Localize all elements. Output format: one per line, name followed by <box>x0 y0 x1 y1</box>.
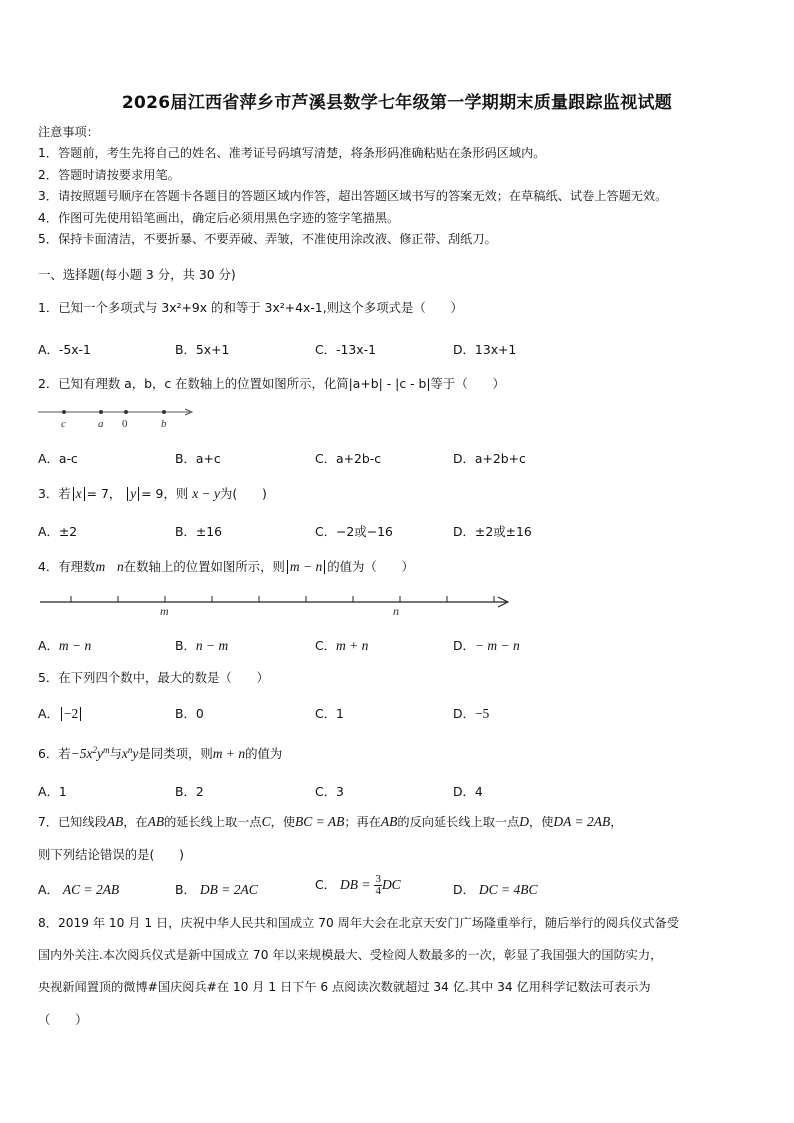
question-6-stem: 6．若$-5x^2y^m$与$x^ny$是同类项，则m + n的值为 <box>38 744 283 761</box>
label-n: n <box>393 604 399 618</box>
q5-option-b: B．0 <box>175 706 204 721</box>
q1-option-a: A．-5x-1 <box>38 342 91 357</box>
question-4-stem <box>38 557 414 575</box>
page-title: 2026届江西省萍乡市芦溪县数学七年级第一学期期末质量跟踪监视试题 <box>121 93 673 113</box>
q5-option-c: C．1 <box>315 706 344 721</box>
point-zero <box>124 410 128 414</box>
q3-var-x: x <box>75 486 82 501</box>
q2-option-a: A．a-c <box>38 451 78 466</box>
q5-option-d: D．−5 <box>453 706 490 721</box>
q4-option-a: A．m − n <box>38 638 92 653</box>
q3-text: 为( ) <box>220 486 267 501</box>
q7-option-a: A． AC = 2AB <box>38 882 120 897</box>
notice-item: 3．请按照题号顺序在答题卡各题目的答题区域内作答，超出答题区域书写的答案无效；在草稿纸、试卷上答题无效。 <box>38 189 668 204</box>
notice-heading: 注意事项： <box>38 125 99 139</box>
question-7-stem: 7．已知线段AB，在AB的延长线上取一点C，使BC = AB；再在AB的反向延长线上取一点D，使DA = 2AB， <box>38 814 623 829</box>
q1-option-d: D．13x+1 <box>453 342 517 357</box>
q4-number-line <box>40 592 512 618</box>
q6-option-d: D．4 <box>453 784 483 799</box>
q3-text: = 9，则 <box>141 486 189 501</box>
point-c <box>62 410 66 414</box>
q4-text: 在数轴上的位置如图所示，则 <box>123 559 285 574</box>
q2-option-b: B．a+c <box>175 451 221 466</box>
q2-option-d: D．a+2b+c <box>453 451 526 466</box>
label-zero: 0 <box>122 418 128 430</box>
section-heading: 一、选择题(每小题 3 分，共 30 分) <box>38 267 236 282</box>
question-3-stem <box>38 484 267 502</box>
q3-text: 3．若 <box>38 486 71 501</box>
question-8-line: 央视新闻置顶的微博#国庆阅兵#在 10 月 1 日下午 6 点阅读次数就超过 34 亿.其中 34 亿用科学记数法可表示为 <box>38 980 651 994</box>
axis-ticks <box>71 596 494 602</box>
q3-option-b: B．±16 <box>175 524 223 539</box>
q4-option-d: D．− m − n <box>453 638 520 653</box>
q4-option-b: B．n − m <box>175 638 229 653</box>
notice-item: 1．答题前，考生先将自己的姓名、准考证号码填写清楚，将条形码准确粘贴在条形码区域内。 <box>38 146 546 161</box>
question-2-stem: 2．已知有理数 a，b，c 在数轴上的位置如图所示，化简|a+b| - |c - b|等于（ ） <box>38 376 505 391</box>
q6-option-a: A．1 <box>38 784 67 799</box>
q3-option-a: A．±2 <box>38 524 78 539</box>
q7-option-b: B． DB = 2AC <box>175 882 258 897</box>
notice-item: 4．作图可先使用铅笔画出，确定后必须用黑色字迹的签字笔描黑。 <box>38 210 400 225</box>
q4-expression: m − n <box>289 559 323 574</box>
q3-text: = 7， <box>86 486 122 501</box>
q3-option-d: D．±2或±16 <box>453 524 532 539</box>
q3-option-c: C．−2或−16 <box>315 524 393 539</box>
q4-var-n: n <box>117 559 124 574</box>
q4-text: 4．有理数 <box>38 559 96 574</box>
q6-option-b: B．2 <box>175 784 204 799</box>
question-8-line: （ ） <box>38 1012 88 1027</box>
notice-block <box>38 122 667 250</box>
q4-text: 的值为（ ） <box>327 559 414 574</box>
q6-option-c: C．3 <box>315 784 344 799</box>
point-b <box>162 410 166 414</box>
q4-var-m: m <box>95 559 106 574</box>
question-8-line: 8．2019 年 10 月 1 日，庆祝中华人民共和国成立 70 周年大会在北京天安门广场隆重举行，随后举行的阅兵仪式备受 <box>38 916 679 930</box>
q2-option-c: C．a+2b-c <box>315 451 382 466</box>
q4-option-c: C．m + n <box>315 638 369 653</box>
label-c: c <box>61 418 66 430</box>
question-8-line: 国内外关注.本次阅兵仪式是新中国成立 70 年以来规模最大、受检阅人数最多的一次，彰显了我国强大的国防实力， <box>38 948 663 962</box>
label-b: b <box>161 418 167 430</box>
q7-option-c: C． DB = $\frac{3}{4}$ DC <box>315 873 401 897</box>
question-5-stem: 5．在下列四个数中，最大的数是（ ） <box>38 670 269 685</box>
question-1-stem: 1．已知一个多项式与 3x²+9x 的和等于 3x²+4x-1,则这个多项式是（ ） <box>38 300 463 315</box>
q1-option-b: B．5x+1 <box>175 342 230 357</box>
q7-option-d: D． DC = 4BC <box>453 882 538 897</box>
notice-item: 2．答题时请按要求用笔。 <box>38 167 180 182</box>
label-a: a <box>98 418 104 430</box>
point-a <box>99 410 103 414</box>
q5-option-a: A． −2 <box>38 704 83 722</box>
q3-expression: x − y <box>192 486 221 501</box>
q2-number-line <box>38 404 198 432</box>
q1-option-c: C．-13x-1 <box>315 342 376 357</box>
question-7-line2: 则下列结论错误的是( ) <box>38 847 184 862</box>
label-m: m <box>160 604 169 618</box>
q3-var-y: y <box>130 486 137 501</box>
notice-item: 5．保持卡面清洁，不要折暴、不要弄破、弄皱，不准使用涂改液、修正带、刮纸刀。 <box>38 232 497 247</box>
